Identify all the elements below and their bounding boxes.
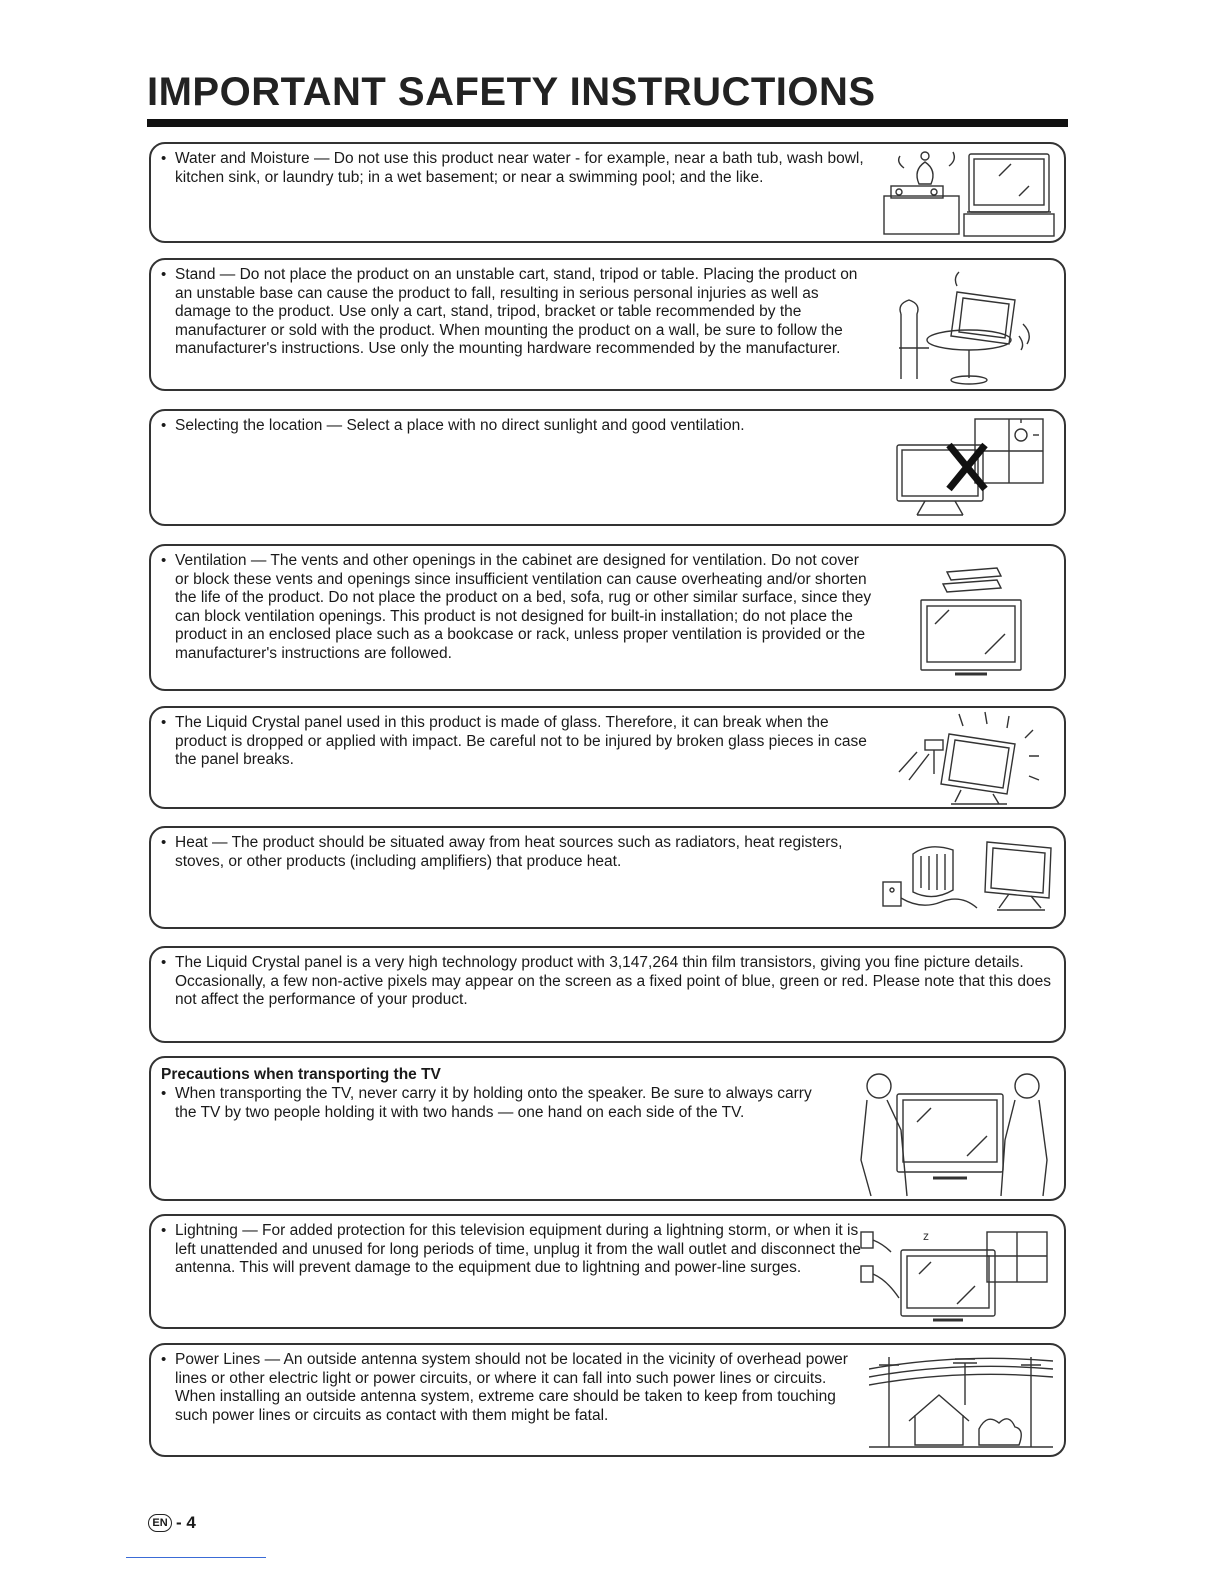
section-text: The Liquid Crystal panel used in this product is made of glass. Therefore, it can break when the product is dropped or applied with impact. Be careful not to be injured by broken glass pieces in case the panel breaks. bbox=[175, 714, 867, 769]
bullet: • bbox=[161, 714, 167, 731]
section-heading: Precautions when transporting the TV bbox=[161, 1066, 441, 1083]
bullet: • bbox=[161, 1222, 167, 1239]
bullet: • bbox=[161, 266, 167, 283]
bullet: • bbox=[161, 150, 167, 167]
link-underline bbox=[126, 1557, 266, 1558]
section-text bbox=[175, 954, 1059, 1010]
two-people-carrying-tv-illustration bbox=[857, 1066, 1053, 1200]
section-power-lines bbox=[149, 1343, 1066, 1457]
unstable-table-tv-illustration bbox=[889, 264, 1049, 388]
sunlight-window-tv-illustration bbox=[889, 415, 1049, 519]
unplug-tv-lightning-illustration bbox=[857, 1222, 1053, 1326]
power-lines-antenna-illustration bbox=[869, 1349, 1053, 1453]
section-location bbox=[149, 409, 1066, 526]
section-stand bbox=[149, 258, 1066, 391]
section-text: Water and Moisture — Do not use this product near water - for example, near a bath tub, wash bowl, kitchen sink, or laundry tub; in a wet basement; or near a swimming pool; and the like. bbox=[175, 150, 864, 186]
section-text: Selecting the location — Select a place with no direct sunlight and good ventilation. bbox=[175, 417, 745, 434]
bullet: • bbox=[161, 954, 167, 971]
section-water-moisture bbox=[149, 142, 1066, 243]
page-title: IMPORTANT SAFETY INSTRUCTIONS bbox=[147, 70, 876, 114]
language-badge: EN bbox=[148, 1514, 172, 1532]
section-text: Heat — The product should be situated away from heat sources such as radiators, heat registers, stoves, or other products (including amplifiers) that produce heat. bbox=[175, 834, 843, 870]
bullet: • bbox=[161, 834, 167, 851]
section-text: Power Lines — An outside antenna system should not be located in the vicinity of overhead power lines or other electric light or power circuits, or where it can fall into such power lines or circuits. When installing an outside antenna system, extreme care should be taken to keep from touching such power lines or circuits as contact with them might be fatal. bbox=[175, 1351, 848, 1424]
section-transistors bbox=[149, 946, 1066, 1043]
section-heat bbox=[149, 826, 1066, 929]
section-text: When transporting the TV, never carry it by holding onto the speaker. Be sure to always carry the TV by two people holding it with two hands — one hand on each side of the TV. bbox=[175, 1085, 812, 1121]
section-text: Ventilation — The vents and other openings in the cabinet are designed for ventilation. Do not cover or block these vents and openings since insufficient ventilation can cause overheating and/or shorten the life of the product. Do not place the product on a bed, sofa, rug or other similar surface, since they can block ventilation openings. This product is not designed for built-in installation; do not place the product in an enclosed place such as a bookcase or rack, unless proper ventilation is provided or the manufacturer's instructions are followed. bbox=[175, 552, 872, 662]
ventilation-tv-illustration bbox=[915, 554, 1035, 680]
section-text-line-2: Occasionally, a few non-active pixels may appear on the screen as a fixed point of blue, green or red. Please note that this does not affect the performance of your product. bbox=[175, 972, 1051, 1009]
heater-tv-illustration bbox=[879, 832, 1057, 924]
kitchen-sink-tv-illustration bbox=[879, 146, 1059, 238]
title-rule bbox=[147, 119, 1068, 127]
bullet: • bbox=[161, 417, 167, 434]
page-footer bbox=[148, 1513, 196, 1533]
section-text: Stand — Do not place the product on an unstable cart, stand, tripod or table. Placing the product on an unstable base can cause the product to fall, resulting in serious personal injuries as well as damage to the product. Use only a cart, stand, tripod, bracket or table recommended by the manufacturer or sold with the product. When mounting the product on a wall, be sure to follow the manufacturer's instructions. Use only the mounting hardware recommended by the manufacturer. bbox=[175, 266, 858, 358]
bullet: • bbox=[161, 1085, 167, 1102]
page-number: - 4 bbox=[176, 1513, 196, 1532]
section-text: Lightning — For added protection for this television equipment during a lightning storm, or when it is left unattended and unused for long periods of time, unplug it from the wall outlet and disconnect the antenna. This will prevent damage to the equipment due to lightning and power-line surges. bbox=[175, 1222, 861, 1277]
section-lightning bbox=[149, 1214, 1066, 1329]
section-text-line-1: The Liquid Crystal panel is a very high technology product with 3,147,264 thin film transistors, giving you fine picture details. bbox=[175, 954, 1024, 971]
section-transporting bbox=[149, 1056, 1066, 1201]
bullet: • bbox=[161, 1351, 167, 1368]
bullet: • bbox=[161, 552, 167, 569]
hammer-tv-illustration bbox=[889, 710, 1049, 806]
svg-text:z: z bbox=[923, 1229, 929, 1243]
section-glass-panel bbox=[149, 706, 1066, 809]
section-ventilation bbox=[149, 544, 1066, 691]
